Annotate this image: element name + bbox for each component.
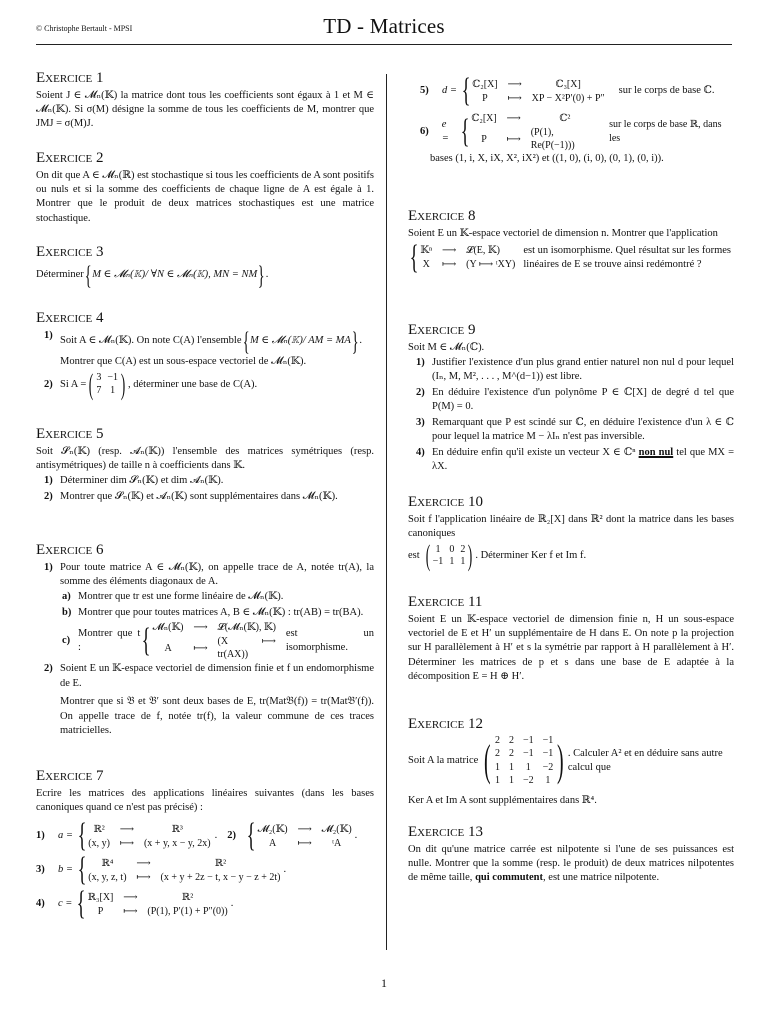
exercise-3 — [36, 244, 374, 289]
exercise-title: Exercice 1 — [36, 70, 104, 86]
question-3 — [416, 416, 734, 445]
question-number: 2) — [44, 490, 53, 502]
question-1 — [44, 561, 374, 590]
question-text: Si A = — [60, 378, 87, 390]
emphasis-qui-commutent: qui commutent — [475, 872, 544, 884]
question-text: Montrer que tr est une forme linéaire de 𝓜ₙ(𝕂). — [78, 591, 284, 603]
map-note: sur le corps de base ℝ, dans les — [609, 119, 722, 144]
question-number: 1) — [44, 475, 53, 487]
map-transpose: 𝓜₂(𝕂) ⟶ 𝓜₂(𝕂) A ⟼ ᵗA — [257, 823, 352, 849]
map-name: b = — [58, 864, 73, 876]
left-brace: { — [84, 260, 92, 290]
matrix-cell: 2 — [494, 734, 500, 746]
question-1c — [62, 621, 374, 661]
exercise-11 — [408, 594, 734, 685]
exercise-text: Soit M ∈ 𝓜ₙ(ℂ). — [408, 341, 485, 353]
exercise-title: Exercice 6 — [36, 542, 104, 558]
matrix-cell: 2 — [508, 734, 514, 746]
map-name: d = — [442, 84, 457, 96]
question-number: 4) — [416, 446, 425, 458]
right-brace: } — [258, 260, 265, 290]
exercise-5 — [36, 426, 374, 505]
question-number: 1) — [44, 561, 53, 573]
question-text: est un isomorphisme. — [285, 627, 374, 654]
matrix-cell: 1 — [494, 761, 500, 773]
exercise-7 — [36, 768, 374, 921]
matrix-cell: 1 — [545, 775, 551, 786]
question-number: 2) — [44, 378, 53, 390]
map-row-3: 3) b = { ℝ⁴ ⟶ ℝ² (x, y, z, t) ⟼ (x + y + 2z − t, x − y − z + 2t) . — [36, 851, 287, 889]
exercise-text: est — [408, 550, 420, 562]
matrix-a: ( 3 −1 7 1 ) — [89, 367, 126, 401]
exercise-title: Exercice 11 — [408, 594, 483, 610]
question-number: 3) — [36, 864, 45, 876]
header-rule — [36, 44, 732, 45]
question-text: Montrer que 𝓢ₙ(𝕂) et 𝓐ₙ(𝕂) sont supplémentaires dans 𝓜ₙ(𝕂). — [60, 490, 338, 502]
exercise-title: Exercice 2 — [36, 150, 104, 166]
exercise-13 — [408, 824, 734, 886]
question-number: 2) — [44, 663, 53, 675]
matrix-f: ( 1 0 2 −1 1 1 ) — [425, 539, 473, 573]
question-2 — [416, 386, 734, 415]
exercise-text: Soient E un 𝕂-espace vectoriel de dimension finie n, H un sous-espace vectoriel de E et H′ un supplémentaire de H dans E. On note p la projection sur H parallèlement à H′ et s la symétrie par rapport à H parallèlement à H′. Déterminer les matrices de p et s dans une base de E adaptée à la décomposition E = H ⊕ H′. — [408, 613, 734, 683]
exercise-9 — [408, 322, 734, 476]
matrix-cell: −1 — [542, 734, 554, 746]
map-d: ℂ₂[X] ⟶ ℂ₃[X] P ⟼ XP − X²P′(0) + P″ — [472, 78, 605, 104]
question-text: En déduire l'existence d'un polynôme P ∈ ℂ[X] de degré d tel que P(M) = 0. — [432, 386, 734, 413]
question-text: Soient E un 𝕂-espace vectoriel de dimension finie et f un endomorphisme de E. — [60, 663, 374, 689]
exercise-text: Soient J ∈ 𝓜ₙ(𝕂) la matrice dont tous les coefficients sont égaux à 1 et M ∈ 𝓜ₙ(𝕂). Si σ(M) désigne la somme de tous les coefficients de M, montrer que JMJ = σ(M)J. — [36, 89, 374, 130]
matrix-cell: 3 — [96, 372, 102, 384]
question-number: a) — [62, 591, 71, 603]
set-definition: M ∈ 𝓜ₙ(𝕂)/ ∀N ∈ 𝓜ₙ(𝕂), MN = NM — [92, 269, 258, 281]
exercise-text: Ecrire les matrices des applications linéaires suivantes (dans les bases canoniques quand ce n'est pas précisé) : — [36, 787, 374, 813]
matrix-cell: 1 — [508, 761, 514, 773]
exercise-6 — [36, 542, 374, 740]
question-text: Déterminer dim 𝓢ₙ(𝕂) et dim 𝓐ₙ(𝕂). — [60, 475, 224, 487]
exercise-text: On dit qu'une matrice carrée est nilpotente si l'une de ses puissances est nulle. Montrer que la somme (resp. le produit) de deux matrices nilpotentes de même taille, qui commutent, est une matrice nilpotente. — [408, 843, 734, 884]
map-row-6: 6) e = { ℂ₂[X] ⟶ ℂ² P ⟼ (P(1), Re(P(−1))) sur le corps de base ℝ, dans les — [408, 112, 734, 152]
map-name: a = — [58, 830, 73, 842]
question-1b — [62, 606, 374, 620]
question-text: tel que MX = λX. — [432, 446, 735, 473]
question-number: 3) — [416, 416, 425, 428]
question-text: Justifier l'existence d'un plus grand entier naturel non nul d pour lequel (Iₙ, M, M², . . . , M^(d−1)) est libre. — [432, 356, 734, 383]
left-brace: { — [242, 326, 250, 356]
question-number: 5) — [420, 84, 429, 96]
map-row-5: 5) d = { ℂ₂[X] ⟶ ℂ₃[X] P ⟼ XP − X²P′(0) + P″ sur le corps de base ℂ. — [420, 72, 715, 109]
map-definition: 𝓜ₙ(𝕂) ⟶ 𝓛(𝓜ₙ(𝕂), 𝕂) A ⟼ (X ⟼ tr(AX)) — [152, 622, 277, 661]
question-number: 6) — [420, 125, 429, 137]
exercise-text: Ker A et Im A sont supplémentaires dans ℝ⁴. — [408, 794, 597, 806]
question-1 — [44, 474, 374, 488]
left-brace: { — [141, 622, 151, 660]
exercise-title: Exercice 5 — [36, 426, 104, 442]
question-1 — [416, 356, 734, 385]
set-definition: M ∈ 𝓜ₙ(𝕂)/ AM = MA — [249, 335, 351, 347]
exercise-text: Soient E un 𝕂-espace vectoriel de dimension n. Montrer que l'application — [408, 227, 718, 239]
matrix-cell: 7 — [96, 384, 102, 396]
question-text: Montrer que C(A) est un sous-espace vectoriel de 𝓜ₙ(𝕂). — [60, 355, 307, 367]
map-a: ℝ² ⟶ ℝ³ (x, y) ⟼ (x + y, x − y, 2x) — [88, 823, 211, 849]
question-number: 4) — [36, 898, 45, 910]
question-text: Remarquant que P est scindé sur ℂ, en déduire l'existence d'un λ ∈ ℂ pour lequel la matrice M − λIₙ n'est pas inversible. — [432, 416, 734, 443]
matrix-cell: −1 — [522, 734, 534, 746]
matrix-cell: 1 — [435, 543, 441, 555]
question-text: , déterminer une base de C(A). — [128, 378, 258, 390]
matrix-cell: −1 — [542, 748, 554, 759]
map-row-4: 4) c = { ℝ₃[X] ⟶ ℝ² P ⟼ (P(1), P′(1) + P″(0)) . — [36, 885, 234, 923]
question-2 — [44, 490, 374, 504]
exercise-title: Exercice 13 — [408, 824, 483, 840]
question-number: 2) — [227, 830, 236, 842]
exercise-text: . Déterminer Ker f et Im f. — [475, 550, 587, 562]
exercise-text: Soit f l'application linéaire de ℝ₂[X] dans ℝ² dont la matrice dans les bases canoniques — [408, 513, 734, 539]
exercise-7-continued — [408, 74, 734, 166]
exercise-title: Exercice 12 — [408, 716, 483, 732]
map-name: e = — [441, 118, 449, 144]
matrix-cell: 1 — [460, 556, 466, 568]
exercise-10 — [408, 494, 734, 571]
matrix-cell: 2 — [508, 748, 514, 759]
matrix-cell: 2 — [494, 748, 500, 759]
exercise-text: Soit A la matrice — [408, 754, 479, 766]
matrix-cell: −1 — [522, 748, 534, 759]
question-text: Montrer que si 𝔅 et 𝔅′ sont deux bases de E, tr(Mat𝔅(f)) = tr(Mat𝔅′(f)). On appelle trace de f, notée tr(f), la valeur commune de ces traces matricielles. — [60, 696, 374, 737]
matrix-cell: −2 — [542, 761, 554, 773]
exercise-1 — [36, 70, 374, 132]
question-number: b) — [62, 606, 72, 618]
question-number: 1) — [36, 830, 45, 842]
matrix-cell: 1 — [110, 384, 116, 396]
page-number: 1 — [381, 976, 387, 990]
question-number: 2) — [416, 386, 425, 398]
question-4 — [416, 446, 734, 475]
exercise-12 — [408, 716, 734, 808]
question-1a — [62, 590, 374, 604]
matrix-a: ( 2 2 −1 −1 2 2 −1 −1 1 1 1 −2 1 1 −2 1 ) — [484, 734, 564, 786]
matrix-cell: 1 — [449, 556, 455, 568]
matrix-cell: −2 — [522, 775, 534, 786]
exercise-8: Exercice 8 Soient E un 𝕂-espace vectoriel de dimension n. Montrer que l'application { 𝕂ⁿ ⟶ 𝓛(E, 𝕂) X ⟼ (Y ⟼ ᵗXY) est un isomorphisme. Quel résultat sur les formes linéaires de E se trouve ainsi redémontré ? — [408, 208, 734, 275]
question-text: Soit A ∈ 𝓜ₙ(𝕂). On note C(A) l'ensemble — [60, 335, 242, 347]
question-2 — [44, 662, 374, 738]
exercise-2 — [36, 150, 374, 226]
page-title: TD - Matrices — [323, 14, 445, 38]
matrix-cell: 1 — [525, 761, 531, 773]
exercise-title: Exercice 3 — [36, 244, 104, 260]
map-e: ℂ₂[X] ⟶ ℂ² P ⟼ (P(1), Re(P(−1))) — [471, 113, 575, 151]
exercise-text: Soit 𝓢ₙ(𝕂) (resp. 𝓐ₙ(𝕂)) l'ensemble des matrices symétriques (resp. antisymétriques) de taille n à coefficients dans 𝕂. — [36, 445, 374, 471]
lead-text: Déterminer — [36, 269, 84, 281]
map-bases: bases (1, i, X, iX, X², iX²) et ((1, 0), (i, 0), (0, 1), (0, i)). — [430, 153, 664, 164]
exercise-text: . Calculer A² et en déduire sans autre calcul que — [567, 747, 723, 773]
matrix-cell: −1 — [432, 556, 444, 568]
map-name: c = — [58, 898, 73, 910]
exercise-title: Exercice 9 — [408, 322, 476, 338]
map-c: ℝ₃[X] ⟶ ℝ² P ⟼ (P(1), P′(1) + P″(0)) — [87, 891, 228, 917]
matrix-cell: 2 — [460, 543, 466, 555]
exercise-title: Exercice 7 — [36, 768, 104, 784]
matrix-cell: −1 — [107, 372, 118, 384]
period: . — [265, 269, 269, 281]
matrix-cell: 1 — [508, 775, 514, 786]
author-credit: © Christophe Bertault - MPSI — [36, 24, 133, 33]
exercise-text — [36, 260, 374, 290]
matrix-cell: 0 — [449, 543, 455, 555]
map-b: ℝ⁴ ⟶ ℝ² (x, y, z, t) ⟼ (x + y + 2z − t, x − y − z + 2t) — [88, 857, 281, 883]
matrix-cell: 1 — [494, 775, 500, 786]
question-2 — [44, 367, 374, 401]
right-brace: } — [351, 326, 359, 356]
question-text: Montrer que pour toutes matrices A, B ∈ 𝓜ₙ(𝕂) : tr(AB) = tr(BA). — [78, 606, 364, 618]
question-number: 1) — [44, 329, 53, 341]
question-text: En déduire enfin qu'il existe un vecteur X ∈ ℂⁿ — [432, 446, 636, 458]
exercise-text: On dit que A ∈ 𝓜ₙ(ℝ) est stochastique si tous les coefficients de A sont positifs ou nuls et si la somme des coefficients de chaque ligne de A est égale à 1. Montrer que le produit de deux matrices stochastiques est une matrice stochastique. — [36, 169, 374, 224]
question-1: 1) Soit A ∈ 𝓜ₙ(𝕂). On note C(A) l'ensemble { M ∈ 𝓜ₙ(𝕂)/ AM = MA } . Montrer que C(A) est un sous-espace vectoriel de 𝓜ₙ(𝕂). — [44, 329, 374, 369]
exercise-4 — [36, 310, 374, 401]
exercise-title: Exercice 8 — [408, 208, 476, 224]
exercise-title: Exercice 10 — [408, 494, 483, 510]
map-note: sur le corps de base ℂ. — [618, 84, 715, 96]
exercise-text: est un isomorphisme. Quel résultat sur les formes linéaires de E se trouve ainsi redémontré ? — [523, 244, 732, 270]
map-definition: 𝕂ⁿ ⟶ 𝓛(E, 𝕂) X ⟼ (Y ⟼ ᵗXY) — [420, 245, 516, 271]
column-divider — [386, 74, 387, 950]
question-number: c) — [62, 635, 71, 647]
exercise-title: Exercice 4 — [36, 310, 104, 326]
map-row-1-2: 1) a = { ℝ² ⟶ ℝ³ (x, y) ⟼ (x + y, x − y, 2x) . 2) { 𝓜₂(𝕂) ⟶ 𝓜₂(𝕂) A ⟼ ᵗA . — [36, 817, 358, 855]
emphasis-non-nul: non nul — [638, 446, 674, 458]
question-text: Montrer que t : — [78, 627, 141, 654]
question-text: Pour toute matrice A ∈ 𝓜ₙ(𝕂), on appelle trace de A, notée tr(A), la somme des éléments diagonaux de A. — [60, 561, 374, 587]
question-number: 1) — [416, 356, 425, 368]
